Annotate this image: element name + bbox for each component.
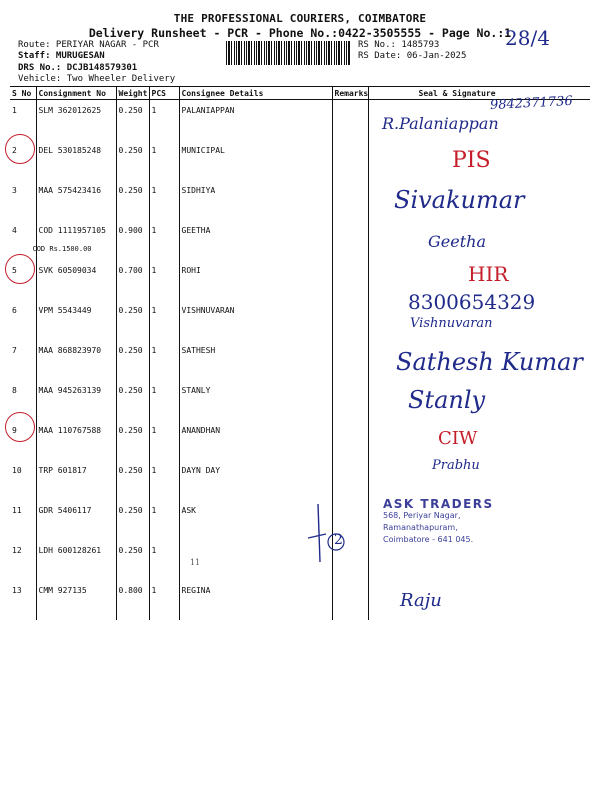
route-label: Route: PERIYAR NAGAR - PCR — [18, 40, 159, 50]
handwritten-red-mark: CIW — [438, 428, 478, 449]
row-consignment: TRP 601817 — [36, 460, 116, 500]
row-weight: 0.250 — [116, 100, 149, 141]
stamp-name: ASK TRADERS — [383, 497, 494, 511]
row-remarks — [332, 260, 368, 300]
col-sno: S No — [10, 87, 36, 100]
row-consignment: MAA 945263139 — [36, 380, 116, 420]
row-remarks — [332, 460, 368, 500]
stamp-line: Coimbatore - 641 045. — [383, 535, 474, 544]
row-weight: 0.250 — [116, 540, 149, 580]
row-consignee: VISHNUVARAN — [179, 300, 332, 340]
row-pcs: 1 — [149, 460, 179, 500]
handwritten-phone: 9842371736 — [489, 93, 574, 114]
col-pcs: PCS — [149, 87, 179, 100]
row-sno: 4 — [12, 226, 17, 235]
table-row — [10, 580, 590, 620]
row-pcs: 1 — [149, 340, 179, 380]
row-sno: 2 — [12, 146, 17, 155]
row-remarks — [332, 180, 368, 220]
stamp-line: 568, Periyar Nagar, — [383, 511, 461, 520]
handwritten-signature: R.Palaniappan — [382, 114, 499, 133]
row-consignee: ROHI — [179, 260, 332, 300]
row-consignment: GDR 5406117 — [36, 500, 116, 540]
row-consignee: ANANDHAN — [179, 420, 332, 460]
row-remarks — [332, 140, 368, 180]
row-sno: 5 — [12, 266, 17, 275]
company-name: THE PROFESSIONAL COURIERS, COIMBATORE — [173, 12, 427, 25]
row-pcs: 1 — [149, 580, 179, 620]
pen-stroke-mark — [300, 498, 360, 568]
runsheet-subtitle: Delivery Runsheet - PCR - Phone No.:0422-3505555 - Page No.:1 — [88, 26, 512, 40]
stamp-line: Ramanathapuram, — [383, 523, 458, 532]
row-sno: 1 — [12, 106, 17, 115]
table-row — [10, 380, 590, 420]
row-weight: 0.250 — [116, 340, 149, 380]
row-pcs: 1 — [149, 500, 179, 540]
row-consignment: SVK 60509034 — [36, 260, 116, 300]
row-consignee: GEETHA — [179, 220, 332, 260]
row-sno: 3 — [12, 186, 17, 195]
row-consignment: DEL 530185248 — [36, 140, 116, 180]
row-pcs: 1 — [149, 380, 179, 420]
table-row — [10, 140, 590, 180]
row-consignment: LDH 600128261 — [36, 540, 116, 580]
row-weight: 0.800 — [116, 580, 149, 620]
row-consignment: SLM 362012625 — [36, 100, 116, 141]
vehicle-label: Vehicle: Two Wheeler Delivery — [18, 74, 176, 84]
col-details: Consignee Details — [179, 87, 332, 100]
handwritten-red-mark: PIS — [452, 148, 491, 173]
col-seal: Seal & Signature — [368, 87, 590, 100]
handwritten-signature: Sivakumar — [394, 186, 525, 214]
row-consignee: SATHESH — [179, 340, 332, 380]
barcode-image — [226, 41, 350, 65]
row-consignee: ASK — [179, 500, 332, 540]
handwritten-red-mark: HIR — [468, 262, 509, 286]
row-pcs: 1 — [149, 140, 179, 180]
row-weight: 0.250 — [116, 420, 149, 460]
table-row — [10, 420, 590, 460]
row-sno: 13 — [12, 586, 22, 595]
row-consignee: DAYN DAY — [179, 460, 332, 500]
row-consignee: REGINA — [179, 580, 332, 620]
row-remarks — [332, 220, 368, 260]
row-weight: 0.250 — [116, 140, 149, 180]
row-weight: 0.700 — [116, 260, 149, 300]
row-signature — [368, 540, 590, 580]
row-sno: 7 — [12, 346, 17, 355]
table-row — [10, 220, 590, 260]
row-remarks — [332, 300, 368, 340]
handwritten-corner-note: 28/4 — [505, 26, 550, 50]
handwritten-signature: Geetha — [428, 232, 486, 251]
row-weight: 0.250 — [116, 380, 149, 420]
row-pcs: 1 — [149, 540, 179, 580]
row-weight: 0.900 — [116, 220, 149, 260]
row-consignee: PALANIAPPAN — [179, 100, 332, 141]
row-pcs: 1 — [149, 260, 179, 300]
row-pcs: 1 — [149, 300, 179, 340]
handwritten-signature: Vishnuvaran — [410, 316, 493, 331]
row-remarks — [332, 420, 368, 460]
col-weight: Weight — [116, 87, 149, 100]
row-sno: 6 — [12, 306, 17, 315]
row-consignment: CMM 927135 — [36, 580, 116, 620]
row-sno: 11 — [12, 506, 22, 515]
row-sno: 8 — [12, 386, 17, 395]
sno-circle-mark — [5, 254, 35, 284]
sno-circle-mark — [5, 412, 35, 442]
handwritten-signature: Raju — [400, 590, 442, 611]
col-consignment: Consignment No — [36, 87, 116, 100]
row-pcs: 1 — [149, 420, 179, 460]
row-consignee: MUNICIPAL — [179, 140, 332, 180]
col-remarks: Remarks — [332, 87, 368, 100]
table-row — [10, 460, 590, 500]
handwritten-signature: Sathesh Kumar — [396, 348, 583, 376]
row-weight: 0.250 — [116, 180, 149, 220]
row-weight: 0.250 — [116, 500, 149, 540]
row-weight: 0.250 — [116, 300, 149, 340]
rs-date: RS Date: 06-Jan-2025 — [358, 51, 467, 61]
row-pcs: 1 — [149, 180, 179, 220]
row-consignment: VPM 5543449 — [36, 300, 116, 340]
row-remarks — [332, 380, 368, 420]
handwritten-signature: Stanly — [408, 386, 486, 414]
handwritten-signature: Prabhu — [432, 458, 480, 473]
row-remarks — [332, 340, 368, 380]
row-remarks — [332, 100, 368, 141]
drs-number: DRS No.: DCJB148579301 — [18, 63, 138, 73]
row-sno: 12 — [12, 546, 22, 555]
row-consignment-number: COD 1111957105 — [38, 226, 106, 235]
row-pcs: 1 — [149, 100, 179, 141]
row-signature — [368, 420, 590, 460]
row-consignee: SIDHIYA — [179, 180, 332, 220]
staff-label: Staff: MURUGESAN — [18, 51, 105, 61]
row-sno: 10 — [12, 466, 22, 475]
stray-pen-mark: 11 — [190, 558, 201, 567]
row-pcs: 1 — [149, 220, 179, 260]
row-consignment: MAA 110767588 — [36, 420, 116, 460]
row-consignee: STANLY — [179, 380, 332, 420]
handwritten-phone: 8300654329 — [408, 290, 536, 314]
row-remarks — [332, 580, 368, 620]
sno-circle-mark — [5, 134, 35, 164]
company-stamp — [383, 498, 494, 546]
rs-number: RS No.: 1485793 — [358, 40, 440, 50]
cod-amount-note: COD Rs.1500.00 — [32, 245, 92, 253]
row-consignment — [32, 220, 116, 260]
row-consignment: MAA 575423416 — [36, 180, 116, 220]
row-consignment: MAA 868823970 — [36, 340, 116, 380]
row-weight: 0.250 — [116, 460, 149, 500]
handwritten-remarks-mark: 2 — [334, 532, 343, 548]
row-sno: 9 — [12, 426, 17, 435]
